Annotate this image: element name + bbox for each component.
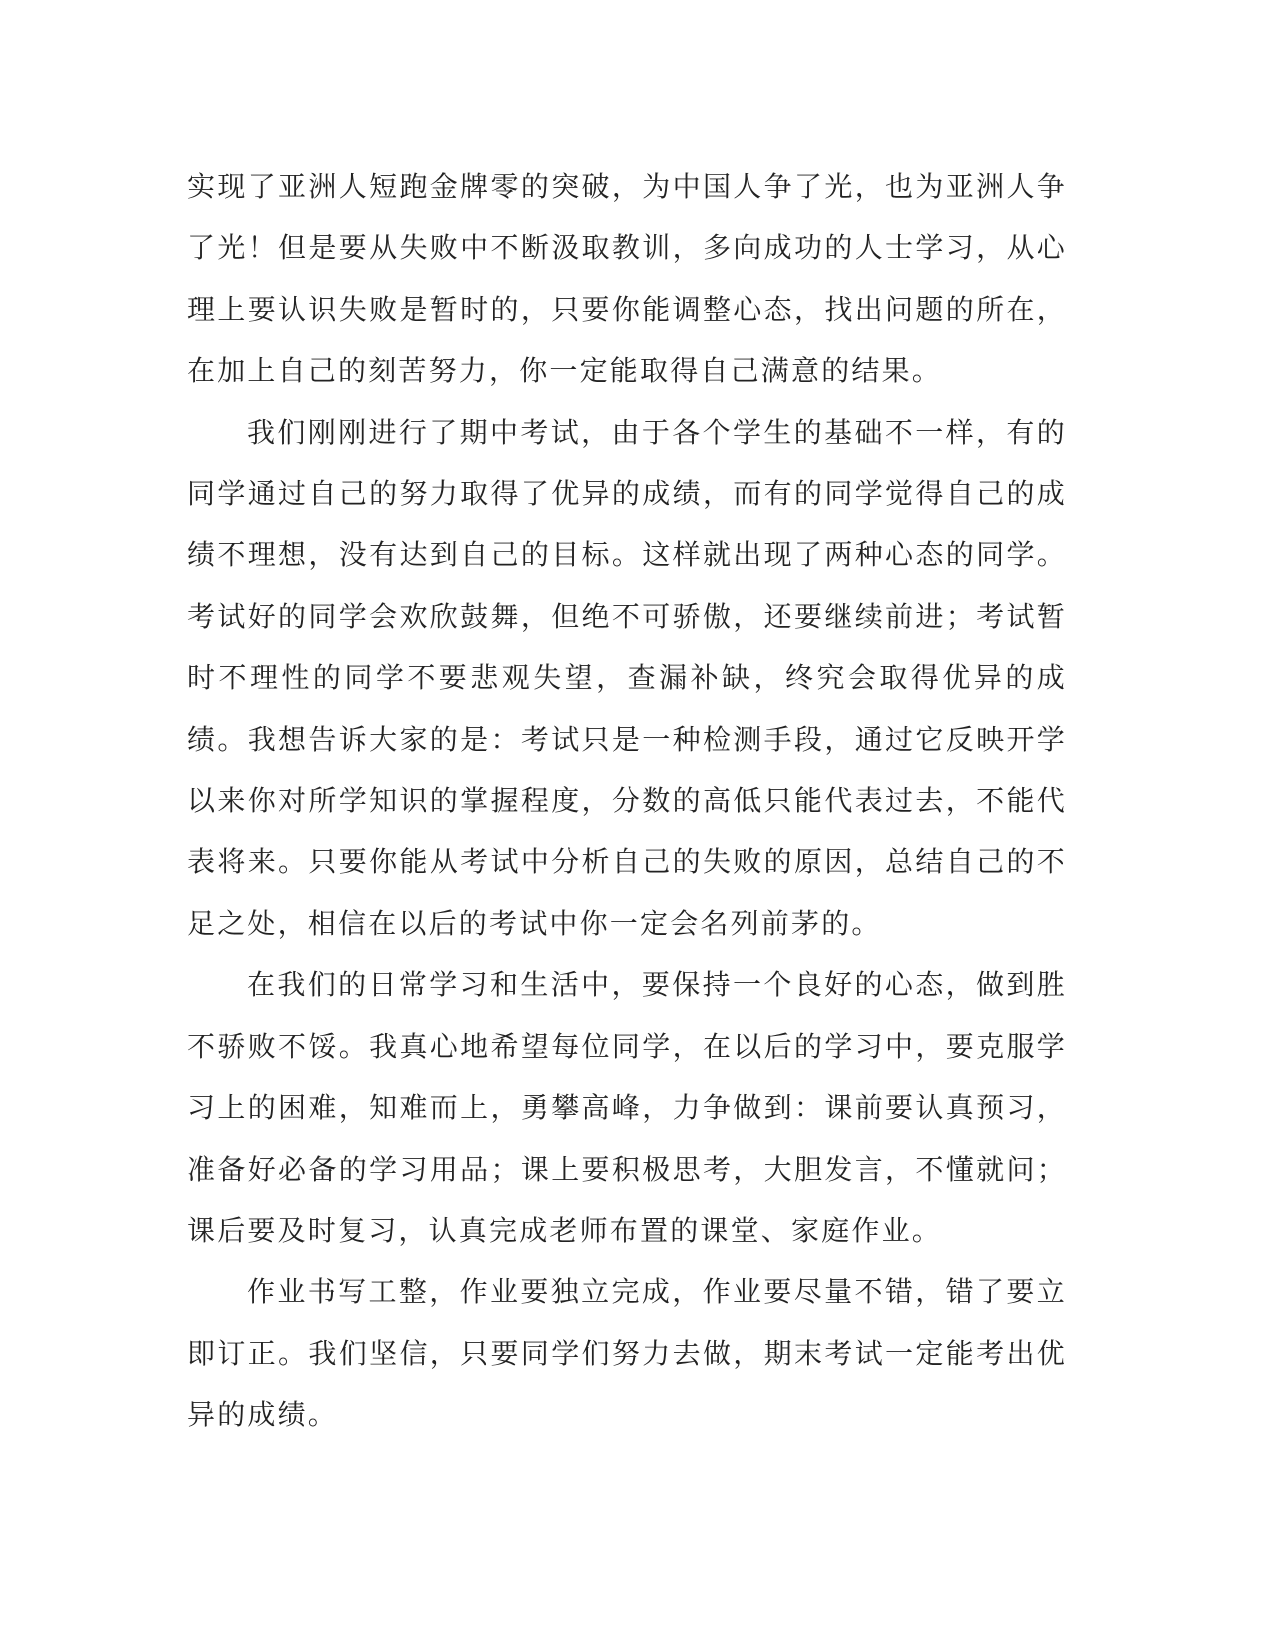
paragraph-3: 在我们的日常学习和生活中，要保持一个良好的心态，做到胜不骄败不馁。我真心地希望每位同学，在以后的学习中，要克服学习上的困难，知难而上，勇攀高峰，力争做到：课前要认真预习，准备好必备的学习用品；课上要积极思考，大胆发言，不懂就问；课后要及时复习，认真完成老师布置的课堂、家庭作业。	[187, 968, 1067, 1247]
paragraph-1: 实现了亚洲人短跑金牌零的突破，为中国人争了光，也为亚洲人争了光！但是要从失败中不断汲取教训，多向成功的人士学习，从心理上要认识失败是暂时的，只要你能调整心态，找出问题的所在，在加上自己的刻苦努力，你一定能取得自己满意的结果。	[187, 170, 1067, 388]
paragraph-2: 我们刚刚进行了期中考试，由于各个学生的基础不一样，有的同学通过自己的努力取得了优异的成绩，而有的同学觉得自己的成绩不理想，没有达到自己的目标。这样就出现了两种心态的同学。考试好的同学会欢欣鼓舞，但绝不可骄傲，还要继续前进；考试暂时不理性的同学不要悲观失望，查漏补缺，终究会取得优异的成绩。我想告诉大家的是：考试只是一种检测手段，通过它反映开学以来你对所学知识的掌握程度，分数的高低只能代表过去，不能代表将来。只要你能从考试中分析自己的失败的原因，总结自己的不足之处，相信在以后的考试中你一定会名列前茅的。	[187, 415, 1067, 940]
document-body	[187, 156, 1067, 1446]
paragraph-4: 作业书写工整，作业要独立完成，作业要尽量不错，错了要立即订正。我们坚信，只要同学们努力去做，期末考试一定能考出优异的成绩。	[187, 1275, 1067, 1432]
